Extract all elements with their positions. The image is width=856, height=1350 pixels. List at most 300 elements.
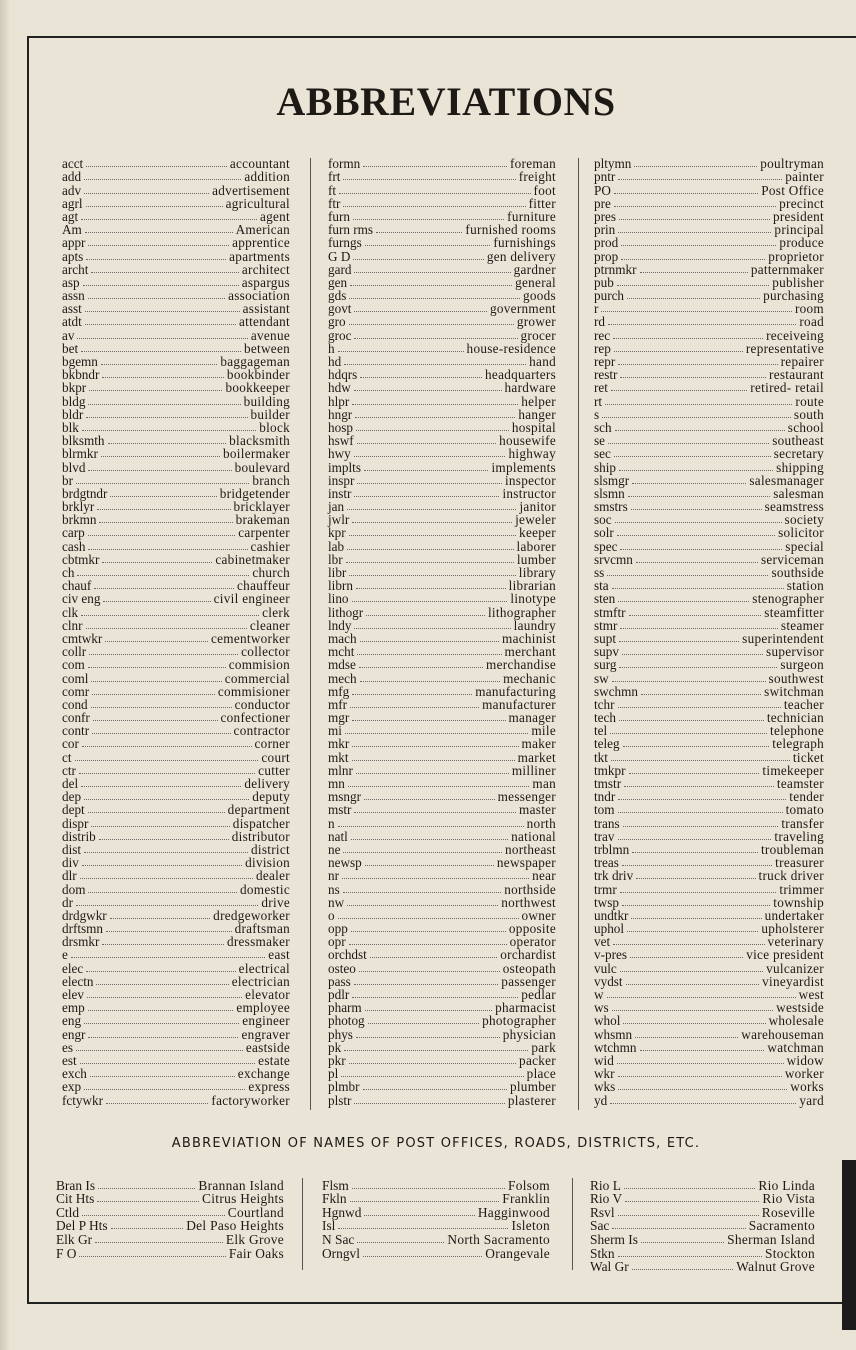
leader-dots <box>626 984 760 985</box>
leader-dots <box>630 957 743 958</box>
abbreviation: blksmth <box>62 433 105 449</box>
leader-dots <box>354 311 487 312</box>
abbreviation-entry <box>62 460 290 473</box>
leader-dots <box>76 1050 243 1051</box>
leader-dots <box>354 628 510 629</box>
full-term: Hagginwood <box>477 1204 550 1220</box>
leader-dots <box>627 298 760 299</box>
abbreviation: libr <box>328 565 347 580</box>
leader-dots <box>618 1076 782 1077</box>
leader-dots <box>87 997 242 998</box>
abbreviation: tech <box>594 710 616 726</box>
abbreviation-entry <box>328 1014 556 1027</box>
leader-dots <box>349 324 514 325</box>
abbreviation: slsmgr <box>594 472 630 488</box>
abbreviation: tmkpr <box>594 762 626 778</box>
full-term: telephone <box>770 723 824 739</box>
leader-dots <box>76 483 249 484</box>
leader-dots <box>613 338 763 339</box>
full-term: boulevard <box>234 459 290 475</box>
full-term: vulcanizer <box>766 960 824 976</box>
abbreviation: lndy <box>328 617 352 633</box>
leader-dots <box>75 760 259 761</box>
leader-dots <box>86 206 223 207</box>
abbreviation-entry <box>594 750 824 763</box>
leader-dots <box>354 812 516 813</box>
full-term: commision <box>228 657 290 673</box>
abbreviation-entry <box>328 1093 556 1106</box>
leader-dots <box>356 1037 500 1038</box>
full-term: township <box>773 894 824 910</box>
abbreviation-entry <box>62 948 290 961</box>
full-term: instructor <box>502 485 556 501</box>
abbreviation: gen <box>328 274 348 290</box>
full-term: plumber <box>509 1079 556 1095</box>
abbreviation: bldg <box>62 393 86 409</box>
post-office-entry <box>56 1178 284 1192</box>
abbreviation: prop <box>594 248 619 264</box>
abbreviation: pre <box>594 195 611 211</box>
full-term: conductor <box>234 696 290 712</box>
abbreviation: hd <box>328 354 342 369</box>
full-term: poultryman <box>760 156 824 172</box>
leader-dots <box>617 535 775 536</box>
post-office-entry <box>322 1205 550 1219</box>
full-term: manager <box>508 710 556 726</box>
leader-dots <box>352 746 518 747</box>
full-term: furniture <box>507 208 556 224</box>
abbreviation-entry <box>328 500 556 513</box>
leader-dots <box>366 615 485 616</box>
full-term: telegraph <box>772 736 824 752</box>
leader-dots <box>338 826 524 827</box>
leader-dots <box>77 338 247 339</box>
abbreviation: r <box>594 301 599 317</box>
abbreviation: add <box>62 169 82 185</box>
leader-dots <box>620 892 777 893</box>
abbreviation-entry <box>62 724 290 737</box>
full-term: east <box>268 947 290 963</box>
leader-dots <box>641 694 761 695</box>
post-office-entry <box>590 1219 815 1233</box>
abbreviation: kpr <box>328 525 346 541</box>
abbreviation-entry <box>62 619 290 632</box>
full-term: traveling <box>774 828 824 844</box>
abbreviation: exp <box>62 1079 82 1095</box>
leader-dots <box>88 549 247 550</box>
abbreviation: hosp <box>328 419 353 435</box>
abbreviation: mech <box>328 670 357 686</box>
leader-dots <box>97 509 230 510</box>
leader-dots <box>80 878 253 879</box>
abbreviation-entry <box>328 315 556 328</box>
abbreviation-entry <box>594 671 824 684</box>
abbreviation-entry <box>594 526 824 539</box>
post-office-entry <box>322 1178 550 1192</box>
leader-dots <box>106 931 232 932</box>
leader-dots <box>71 957 265 958</box>
abbreviation-entry <box>594 289 824 302</box>
full-term: grocer <box>520 327 556 343</box>
abbreviation-entry <box>594 447 824 460</box>
full-term: yard <box>799 1092 824 1108</box>
abbreviation: jan <box>328 499 345 515</box>
abbreviation-entry <box>328 408 556 421</box>
full-term: building <box>243 393 290 409</box>
abbreviation-entry <box>594 381 824 394</box>
leader-dots <box>353 219 504 220</box>
leader-dots <box>83 285 239 286</box>
leader-dots <box>85 311 240 312</box>
full-term: employee <box>236 1000 290 1016</box>
abbreviation: purch <box>594 288 625 304</box>
abbreviation: confr <box>62 710 90 726</box>
abbreviation-entry <box>594 539 824 552</box>
abbreviation-entry <box>62 632 290 645</box>
post-office-entry <box>590 1260 815 1274</box>
full-term: troubleman <box>760 841 824 857</box>
full-term: Rio Vista <box>762 1191 815 1207</box>
abbreviation-entry <box>594 619 824 632</box>
leader-dots <box>89 654 238 655</box>
abbreviation-entry <box>328 513 556 526</box>
abbreviation: bet <box>62 340 79 356</box>
leader-dots <box>347 549 513 550</box>
abbreviation-entry <box>594 869 824 882</box>
leader-dots <box>79 773 255 774</box>
abbreviation: gard <box>328 261 352 277</box>
abbreviation: tchr <box>594 696 615 712</box>
leader-dots <box>614 456 771 457</box>
full-term: salesman <box>773 485 824 501</box>
abbreviation: yd <box>594 1092 608 1108</box>
leader-dots <box>625 1201 759 1202</box>
post-office-entry <box>322 1219 550 1233</box>
abbreviation: Stkn <box>590 1245 615 1261</box>
leader-dots <box>88 812 225 813</box>
full-term: electrical <box>238 960 290 976</box>
full-term: widow <box>786 1052 824 1068</box>
abbreviation: trav <box>594 828 615 844</box>
full-term: northside <box>504 881 556 897</box>
abbreviation: frt <box>328 169 341 185</box>
full-term: exchange <box>237 1066 290 1082</box>
full-term: Brannan Island <box>198 1177 284 1193</box>
leader-dots <box>342 878 529 879</box>
leader-dots <box>357 483 502 484</box>
abbreviation: lab <box>328 538 345 554</box>
post-office-entry <box>56 1192 284 1206</box>
full-term: Rio Linda <box>758 1177 815 1193</box>
abbreviation-entry <box>328 764 556 777</box>
leader-dots <box>102 562 212 563</box>
abbreviation: whol <box>594 1013 621 1029</box>
full-term: confectioner <box>220 710 290 726</box>
full-term: society <box>784 512 824 528</box>
full-term: carpenter <box>238 525 290 541</box>
abbreviation: coml <box>62 670 89 686</box>
full-term: principal <box>774 222 824 238</box>
abbreviation-entry <box>594 1001 824 1014</box>
abbreviation-entry <box>594 777 824 790</box>
leader-dots <box>81 219 257 220</box>
abbreviation-entry <box>328 750 556 763</box>
abbreviation-column-1 <box>62 157 290 1107</box>
abbreviation-entry <box>62 553 290 566</box>
abbreviation: vulc <box>594 960 617 976</box>
leader-dots <box>363 1256 482 1257</box>
abbreviation: wkr <box>594 1066 615 1082</box>
abbreviation: clnr <box>62 617 83 633</box>
column-divider <box>572 1178 573 1270</box>
full-term: bookkeeper <box>225 380 290 396</box>
leader-dots <box>602 417 791 418</box>
abbreviation: furn rms <box>328 222 374 238</box>
abbreviation: natl <box>328 828 348 844</box>
abbreviation-entry <box>328 737 556 750</box>
abbreviation: ship <box>594 459 616 475</box>
abbreviation: rep <box>594 340 611 356</box>
abbreviation-entry <box>594 342 824 355</box>
abbreviation: dist <box>62 841 82 857</box>
post-office-entry <box>56 1232 284 1246</box>
post-office-column-1 <box>56 1178 284 1260</box>
full-term: truck driver <box>758 868 824 884</box>
full-term: machinist <box>502 630 556 646</box>
abbreviation: plstr <box>328 1092 352 1108</box>
full-term: foot <box>533 182 556 198</box>
leader-dots <box>347 905 498 906</box>
full-term: inspector <box>504 472 556 488</box>
abbreviation: trk driv <box>594 868 634 884</box>
full-term: hardware <box>504 380 556 396</box>
full-term: American <box>235 222 290 238</box>
full-term: south <box>793 406 824 422</box>
full-term: electrician <box>231 973 290 989</box>
leader-dots <box>365 865 494 866</box>
abbreviation: treas <box>594 855 619 871</box>
full-term: works <box>790 1079 824 1095</box>
abbreviation: ctr <box>62 762 76 778</box>
abbreviation-entry <box>328 328 556 341</box>
leader-dots <box>622 905 770 906</box>
abbreviation-entry <box>62 1001 290 1014</box>
leader-dots <box>354 1103 504 1104</box>
full-term: engineer <box>242 1013 290 1029</box>
full-term: packer <box>519 1052 556 1068</box>
abbreviation: ret <box>594 380 608 396</box>
abbreviation-entry <box>328 434 556 447</box>
leader-dots <box>95 1242 223 1243</box>
full-term: treasurer <box>775 855 824 871</box>
abbreviation-entry <box>328 355 556 368</box>
leader-dots <box>618 707 781 708</box>
leader-dots <box>622 865 772 866</box>
leader-dots <box>82 430 256 431</box>
abbreviation: ws <box>594 1000 609 1016</box>
full-term: superintendent <box>742 630 824 646</box>
abbreviation-entry <box>594 685 824 698</box>
abbreviation-entry <box>62 803 290 816</box>
full-term: near <box>532 868 556 884</box>
abbreviation-entry <box>594 315 824 328</box>
leader-dots <box>614 206 776 207</box>
abbreviation: undtkr <box>594 907 629 923</box>
abbreviation: prod <box>594 235 619 251</box>
full-term: steamfitter <box>764 604 824 620</box>
abbreviation-entry <box>328 645 556 658</box>
abbreviation-entry <box>62 434 290 447</box>
full-term: stenographer <box>752 591 824 607</box>
full-term: district <box>250 841 290 857</box>
abbreviation: pdlr <box>328 987 350 1002</box>
abbreviation: mfg <box>328 683 350 699</box>
full-term: precinct <box>779 195 824 211</box>
leader-dots <box>618 1089 787 1090</box>
abbreviation: br <box>62 472 73 488</box>
full-term: commercial <box>224 670 290 686</box>
abbreviation: Rio L <box>590 1177 621 1193</box>
leader-dots <box>90 1076 235 1077</box>
leader-dots <box>338 918 519 919</box>
full-term: draftsman <box>234 921 290 937</box>
abbreviation-column-3 <box>594 157 824 1107</box>
post-office-column-3 <box>590 1178 815 1273</box>
abbreviation-entry <box>62 856 290 869</box>
post-office-entry <box>322 1192 550 1206</box>
leader-dots <box>370 957 497 958</box>
abbreviation-entry <box>62 671 290 684</box>
leader-dots <box>84 1023 239 1024</box>
full-term: west <box>798 987 824 1002</box>
full-term: laundry <box>513 617 556 633</box>
abbreviation: ne <box>328 841 341 857</box>
abbreviation: mach <box>328 630 357 646</box>
abbreviation: srvcmn <box>594 551 633 567</box>
full-term: pharmacist <box>495 1000 556 1016</box>
abbreviation: gds <box>328 288 347 304</box>
abbreviation: mi <box>328 723 342 739</box>
full-term: school <box>787 419 824 435</box>
leader-dots <box>623 746 770 747</box>
abbreviation: Elk Gr <box>56 1231 93 1247</box>
full-term: passenger <box>501 973 556 989</box>
abbreviation: agrl <box>62 195 83 211</box>
abbreviation-entry <box>62 830 290 843</box>
abbreviation-entry <box>62 816 290 829</box>
abbreviation: dr <box>62 894 73 910</box>
full-term: apprentice <box>232 235 290 251</box>
leader-dots <box>88 892 237 893</box>
leader-dots <box>354 338 517 339</box>
leader-dots <box>84 1089 245 1090</box>
abbreviation: archt <box>62 261 89 277</box>
abbreviation: dep <box>62 789 82 805</box>
full-term: worker <box>784 1066 824 1082</box>
full-term: patternmaker <box>750 261 824 277</box>
abbreviation-entry <box>594 605 824 618</box>
abbreviation: phys <box>328 1026 353 1042</box>
abbreviation-entry <box>594 394 824 407</box>
leader-dots <box>343 892 501 893</box>
abbreviation: rec <box>594 327 611 343</box>
leader-dots <box>619 720 764 721</box>
abbreviation: Fkln <box>322 1191 347 1207</box>
full-term: commisioner <box>217 683 290 699</box>
leader-dots <box>618 799 786 800</box>
abbreviation: nr <box>328 868 339 884</box>
abbreviation-entry <box>62 302 290 315</box>
leader-dots <box>636 562 758 563</box>
leader-dots <box>632 483 746 484</box>
abbreviation-entry <box>62 500 290 513</box>
leader-dots <box>636 878 755 879</box>
abbreviation-entry <box>62 909 290 922</box>
full-term: road <box>799 314 824 330</box>
abbreviation-entry <box>62 1054 290 1067</box>
abbreviation-entry <box>328 856 556 869</box>
leader-dots <box>618 179 782 180</box>
post-offices-heading: ABBREVIATION OF NAMES OF POST OFFICES, ROADS, DISTRICTS, ETC. <box>171 1136 701 1151</box>
abbreviation: Bran Is <box>56 1177 96 1193</box>
leader-dots <box>93 720 218 721</box>
abbreviation: av <box>62 327 75 343</box>
leader-dots <box>350 285 512 286</box>
abbreviation-entry <box>62 170 290 183</box>
abbreviation: blvd <box>62 459 86 475</box>
full-term: mile <box>531 723 556 739</box>
leader-dots <box>618 601 749 602</box>
abbreviation: ns <box>328 881 340 897</box>
leader-dots <box>343 852 502 853</box>
abbreviation: hwy <box>328 446 351 462</box>
full-term: purchasing <box>763 288 824 304</box>
full-term: receiveing <box>766 327 824 343</box>
abbreviation-entry <box>62 658 290 671</box>
abbreviation-entry <box>62 975 290 988</box>
full-term: domestic <box>239 881 290 897</box>
abbreviation: pntr <box>594 169 616 185</box>
abbreviation-entry <box>328 632 556 645</box>
abbreviation: uphol <box>594 921 625 937</box>
leader-dots <box>364 799 495 800</box>
abbreviation-entry <box>62 777 290 790</box>
leader-dots <box>353 259 483 260</box>
abbreviation: opr <box>328 934 346 950</box>
leader-dots <box>356 430 509 431</box>
abbreviation-entry <box>594 856 824 869</box>
abbreviation: engr <box>62 1026 86 1042</box>
abbreviation: msngr <box>328 789 361 805</box>
full-term: division <box>245 855 290 871</box>
abbreviation: apts <box>62 248 84 264</box>
abbreviation: solr <box>594 525 614 541</box>
full-term: brakeman <box>235 512 290 528</box>
abbreviation-entry <box>62 328 290 341</box>
abbreviation: brdgtndr <box>62 485 108 501</box>
full-term: steamer <box>780 617 824 633</box>
leader-dots <box>338 351 464 352</box>
full-term: branch <box>252 472 290 488</box>
leader-dots <box>105 641 208 642</box>
abbreviation: mlnr <box>328 762 353 778</box>
full-term: special <box>785 538 824 554</box>
abbreviation: dlr <box>62 868 77 884</box>
abbreviation: assn <box>62 288 85 304</box>
leader-dots <box>615 430 785 431</box>
full-term: proprietor <box>768 248 824 264</box>
post-office-entry <box>56 1205 284 1219</box>
